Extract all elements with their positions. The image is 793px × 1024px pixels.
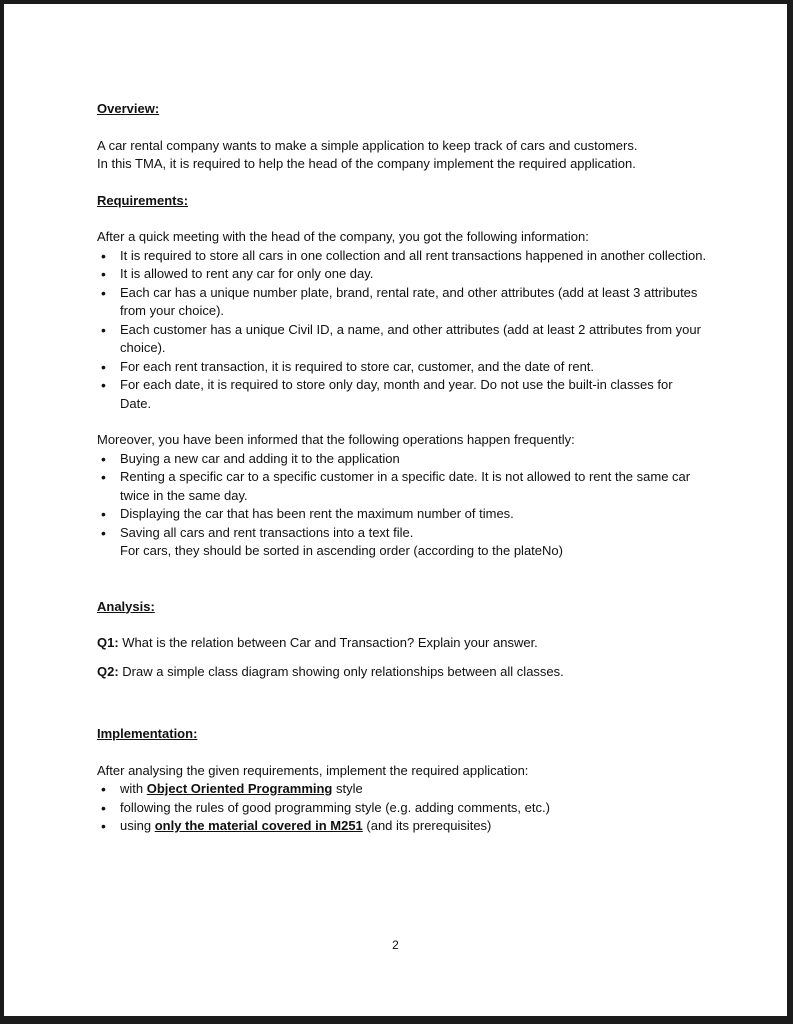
page-number: 2: [392, 938, 399, 952]
requirements-intro: After a quick meeting with the head of the company, you got the following information:: [97, 229, 589, 244]
operations-intro: Moreover, you have been informed that the following operations happen frequently:: [97, 432, 575, 447]
q1-label: Q1:: [97, 635, 119, 650]
operation-item: [97, 524, 707, 561]
operations-list: [97, 450, 707, 561]
analysis-heading: Analysis:: [97, 598, 155, 614]
implementation-intro: After analysing the given requirements, implement the required application:: [97, 762, 529, 778]
operations-note: For cars, they should be sorted in ascending order (according to the plateNo): [120, 543, 563, 558]
requirements-list: [97, 247, 707, 414]
implementation-heading: Implementation:: [97, 726, 198, 741]
requirement-item: • It is allowed to rent any car for only one day.: [97, 265, 707, 284]
operation-item: • Displaying the car that has been rent the maximum number of times.: [97, 505, 707, 524]
item3-post: (and its prerequisites): [362, 818, 492, 833]
q2-label: Q2:: [97, 663, 119, 679]
overview-line-2: In this TMA, it is required to help the head of the company implement the required application.: [97, 156, 636, 171]
item1-bold: Object Oriented Programming: [146, 781, 333, 796]
overview-heading: Overview:: [97, 101, 160, 116]
implementation-item: • following the rules of good programming style (e.g. adding comments, etc.): [97, 799, 707, 818]
overview-line-1: A car rental company wants to make a simple application to keep track of cars and customers.: [97, 137, 638, 153]
implementation-item: [97, 780, 707, 799]
requirement-item: • Each customer has a unique Civil ID, a name, and other attributes (add at least 2 attributes from your choice).: [97, 321, 707, 358]
requirement-item: • For each rent transaction, it is required to store car, customer, and the date of rent.: [97, 358, 707, 377]
item1-pre: with: [120, 781, 147, 796]
implementation-item: [97, 817, 707, 836]
q2-text: Draw a simple class diagram showing only relationships between all classes.: [118, 663, 564, 679]
requirement-item: • For each date, it is required to store only day, month and year. Do not use the built-in classes for Date.: [97, 376, 707, 413]
analysis-question-2: [97, 663, 707, 682]
item3-bold: only the material covered in M251: [154, 818, 363, 833]
operation-item-text: Saving all cars and rent transactions into a text file.: [120, 524, 414, 540]
requirement-item: • It is required to store all cars in one collection and all rent transactions happened in another collection.: [97, 247, 707, 266]
q1-text: What is the relation between Car and Transaction? Explain your answer.: [118, 635, 538, 650]
item3-pre: using: [120, 818, 155, 833]
document-page: [4, 4, 787, 1016]
operation-item: • Buying a new car and adding it to the application: [97, 450, 707, 469]
document-content: [97, 100, 707, 836]
operation-item: • Renting a specific car to a specific customer in a specific date. It is not allowed to rent the same car twice in the same day.: [97, 468, 707, 505]
item1-post: style: [332, 781, 363, 796]
requirement-item: • Each car has a unique number plate, brand, rental rate, and other attributes (add at least 3 attributes from your choice).: [97, 284, 707, 321]
implementation-list: [97, 780, 707, 836]
analysis-question-1: [97, 634, 707, 653]
requirements-heading: Requirements:: [97, 192, 189, 208]
